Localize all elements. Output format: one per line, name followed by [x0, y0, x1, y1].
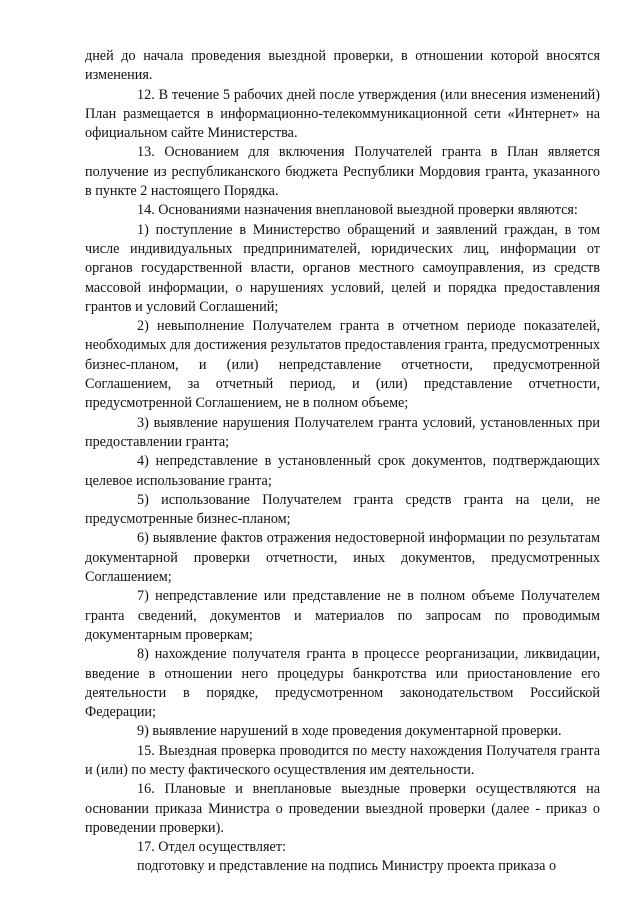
paragraph-subitem-14-2: 2) невыполнение Получателем гранта в отчетном периоде показателей, необходимых для достижения результатов предоставления гранта, предусмотренных бизнес-планом, и (или) непредставление отчетности, предусмотренной Соглашением, за отчетный период, и (или) представление отчетности, предусмотренной Соглашением, не в полном объеме; — [85, 318, 600, 412]
paragraph-subitem-14-1: 1) поступление в Министерство обращений и заявлений граждан, в том числе индивидуальных предпринимателей, юридических лиц, информации от органов государственной власти, органов местного самоуправления, из средств массовой информации, о нарушениях условий, целей и порядка предоставления грантов и условий Соглашений; — [85, 221, 600, 315]
paragraph-subitem-14-8: 8) нахождение получателя гранта в процессе реорганизации, ликвидации, введение в отношении него процедуры банкротства или приостановление его деятельности в порядке, предусмотренном законодательством Российской Федерации; — [85, 646, 600, 721]
paragraph-item-13: 13. Основанием для включения Получателей гранта в План является получение из республиканского бюджета Республики Мордовия гранта, указанного в пункте 2 настоящего Порядка. — [85, 144, 600, 200]
paragraph-subitem-14-5: 5) использование Получателем гранта средств гранта на цели, не предусмотренные бизнес-планом; — [85, 491, 600, 528]
paragraph-subitem-14-4: 4) непредставление в установленный срок документов, подтверждающих целевое использование гранта; — [85, 453, 600, 489]
paragraph-item-15: 15. Выездная проверка проводится по месту нахождения Получателя гранта и (или) по месту фактического осуществления им деятельности. — [85, 742, 600, 778]
paragraph-item-17-continued: подготовку и представление на подпись Министру проекта приказа о — [137, 858, 557, 875]
paragraph-subitem-14-7: 7) непредставление или представление не в полном объеме Получателем гранта сведений, документов и материалов по запросам по проводимым документарным проверкам; — [85, 588, 600, 643]
paragraph-subitem-14-9: 9) выявление нарушений в ходе проведения документарной проверки. — [137, 723, 562, 740]
paragraph-subitem-14-6: 6) выявление фактов отражения недостоверной информации по результатам документарной проверки отчетности, иных документов, предусмотренных Соглашением; — [85, 530, 600, 586]
paragraph-continuation: дней до начала проведения выездной проверки, в отношении которой вносятся изменения. — [85, 48, 600, 84]
paragraph-item-14: 14. Основаниями назначения внеплановой выездной проверки являются: — [137, 202, 578, 219]
paragraph-item-16: 16. Плановые и внеплановые выездные проверки осуществляются на основании приказа Министра о проведении выездной проверки (далее - приказ о проведении проверки). — [85, 781, 600, 836]
paragraph-item-17: 17. Отдел осуществляет: — [137, 839, 286, 856]
paragraph-subitem-14-3: 3) выявление нарушения Получателем гранта условий, установленных при предоставлении гранта; — [85, 414, 600, 450]
paragraph-item-12: 12. В течение 5 рабочих дней после утверждения (или внесения изменений) План размещается в информационно-телекоммуникационной сети «Интернет» на официальном сайте Министерства. — [85, 86, 600, 142]
